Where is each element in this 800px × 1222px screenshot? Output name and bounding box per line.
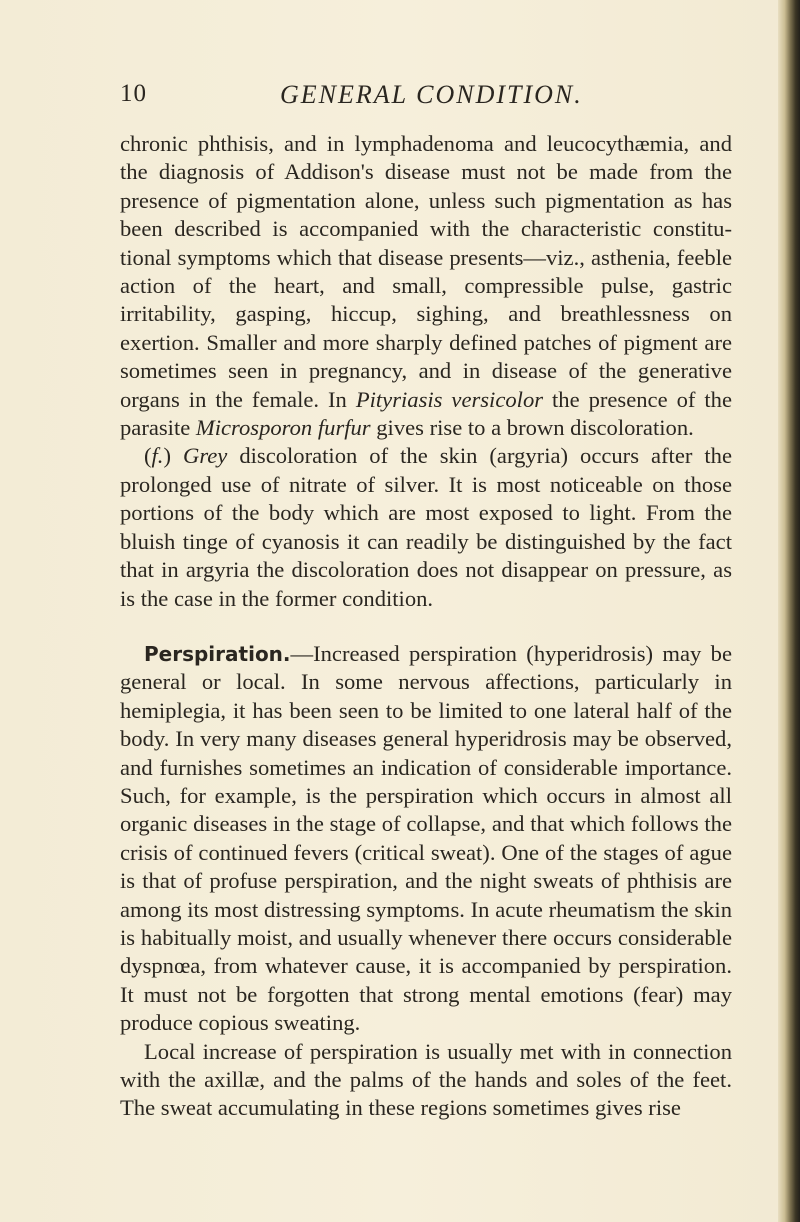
running-title: GENERAL CONDITION. xyxy=(280,80,583,109)
book-spine-shadow xyxy=(778,0,800,1222)
italic-term: Microsporon furfur xyxy=(195,415,371,441)
italic-term: Pityriasis versicolor xyxy=(355,386,544,412)
text-run: gives rise to a brown discoloration. xyxy=(370,415,694,441)
body-text xyxy=(120,130,732,1123)
paragraph-local-perspiration xyxy=(120,1038,732,1123)
paragraph-pigmentation xyxy=(120,130,732,442)
text-run: the presence of the parasite xyxy=(120,386,732,441)
italic-term: f. xyxy=(151,443,164,469)
paragraph-perspiration xyxy=(120,640,732,1038)
paragraph-grey-discoloration xyxy=(120,442,732,612)
page-number: 10 xyxy=(120,80,147,107)
text-run: chronic phthisis, and in lymphadenoma and leucocythæmia, and the diagnosis of Addison's disease must not be made from the presence of pigmentation alone, unless such pigmentation as has been described is accompanied with the characteristic constitutional symptoms which that disease presents—viz., asthenia, feeble action of the heart, and small, compressible pulse, gastric irritability, gasping, hiccup, sighing, and breathlessness on exertion. Smaller and more sharply defined patches of pigment are sometimes seen in pregnancy, and in disease of the generative organs in the female. In xyxy=(120,131,732,412)
text-run: ) xyxy=(163,443,183,469)
text-run: —Increased perspiration (hyperidrosis) may be general or local. In some nervous affections, particularly in hemiplegia, it has been seen to be limited to one lateral half of the body. In very many diseases general hyperidrosis may be observed, and furnishes sometimes an indication of considerable importance. Such, for example, is the perspiration which occurs in almost all organic diseases in the stage of collapse, and that which follows the crisis of continued fevers (critical sweat). One of the stages of ague is that of profuse perspiration, and the night sweats of phthisis are among its most distressing symptoms. In acute rheumatism the skin is habitually moist, and usually whenever there occurs considerable dyspnœa, from whatever cause, it is accompanied by perspiration. It must not be forgotten that strong mental emotions (fear) may produce copious sweating. xyxy=(120,640,732,1036)
text-run: Local increase of perspiration is usually met with in connection with the axillæ, and the palms of the hands and soles of the feet. The sweat accumulating in these regions sometimes gives rise xyxy=(120,1038,732,1121)
text-run: ( xyxy=(144,443,152,469)
italic-term: Grey xyxy=(183,443,228,469)
section-heading: Perspiration. xyxy=(144,641,291,666)
page-header xyxy=(120,80,732,116)
text-run: discoloration of the skin (argyria) occurs after the prolonged use of nitrate of silver. It is most noticeable on those portions of the body which are most exposed to light. From the bluish tinge of cyanosis it can readily be distinguished by the fact that in argyria the discoloration does not disappear on pressure, as is the case in the former condition. xyxy=(120,443,732,611)
